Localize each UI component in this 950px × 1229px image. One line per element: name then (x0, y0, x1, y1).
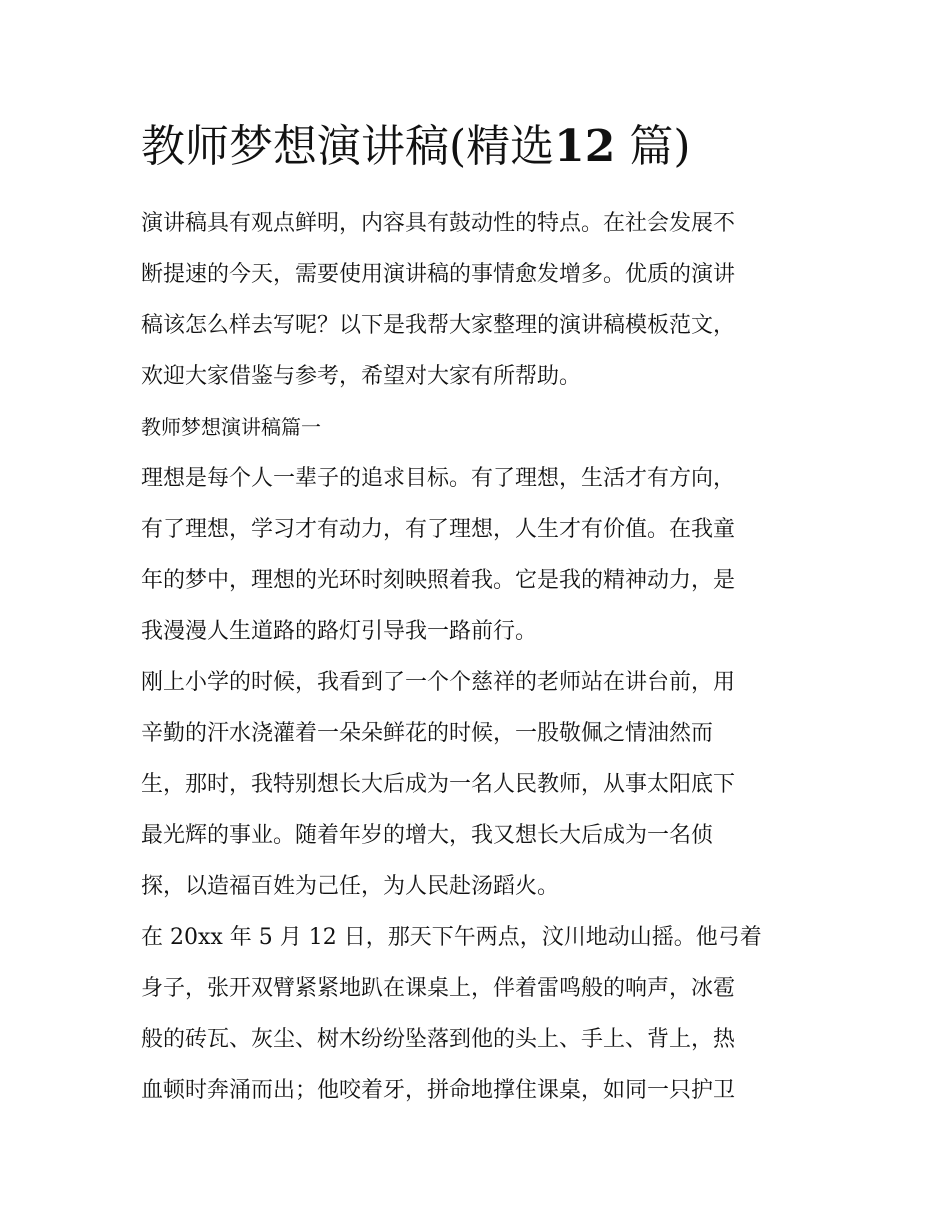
text-line: 身子，张开双臂紧紧地趴在课桌上，伴着雷鸣般的响声，冰雹 (141, 976, 736, 1001)
text-line: 我漫漫人生道路的路灯引导我一路前行。 (141, 619, 538, 644)
text-line: 有了理想，学习才有动力，有了理想，人生才有价值。在我童 (141, 517, 736, 542)
section-heading: 教师梦想演讲稿篇一 (141, 415, 321, 439)
text-line: 在 20xx 年 5 月 12 日，那天下午两点，汶川地动山摇。他弓着 (141, 925, 762, 950)
title-number: 12 (554, 121, 616, 172)
text-line: 辛勤的汗水浇灌着一朵朵鲜花的时候，一股敬佩之情油然而 (141, 721, 714, 746)
text-line: 演讲稿具有观点鲜明，内容具有鼓动性的特点。在社会发展不 (141, 211, 736, 236)
text-line: 最光辉的事业。随着年岁的增大，我又想长大后成为一名侦 (141, 823, 714, 848)
text-line: 断提速的今天，需要使用演讲稿的事情愈发增多。优质的演讲 (141, 262, 736, 287)
document-body (141, 198, 821, 1116)
text-line: 欢迎大家借鉴与参考，希望对大家有所帮助。 (141, 364, 582, 389)
text-line: 刚上小学的时候，我看到了一个个慈祥的老师站在讲台前，用 (141, 670, 736, 695)
title-main: 教师梦想演讲稿(精选 (141, 121, 555, 172)
text-line: 年的梦中，理想的光环时刻映照着我。它是我的精神动力，是 (141, 568, 736, 593)
text-line: 理想是每个人一辈子的追求目标。有了理想，生活才有方向， (141, 466, 736, 491)
text-line: 探，以造福百姓为己任，为人民赴汤蹈火。 (141, 874, 560, 899)
document-title (141, 112, 841, 182)
text-line: 血顿时奔涌而出；他咬着牙，拼命地撑住课桌，如同一只护卫 (141, 1078, 736, 1103)
title-tail: 篇) (629, 121, 691, 172)
text-line: 生，那时，我特别想长大后成为一名人民教师，从事太阳底下 (141, 772, 736, 797)
text-line: 稿该怎么样去写呢？以下是我帮大家整理的演讲稿模板范文， (141, 313, 736, 338)
text-line: 般的砖瓦、灰尘、树木纷纷坠落到他的头上、手上、背上，热 (141, 1027, 736, 1052)
